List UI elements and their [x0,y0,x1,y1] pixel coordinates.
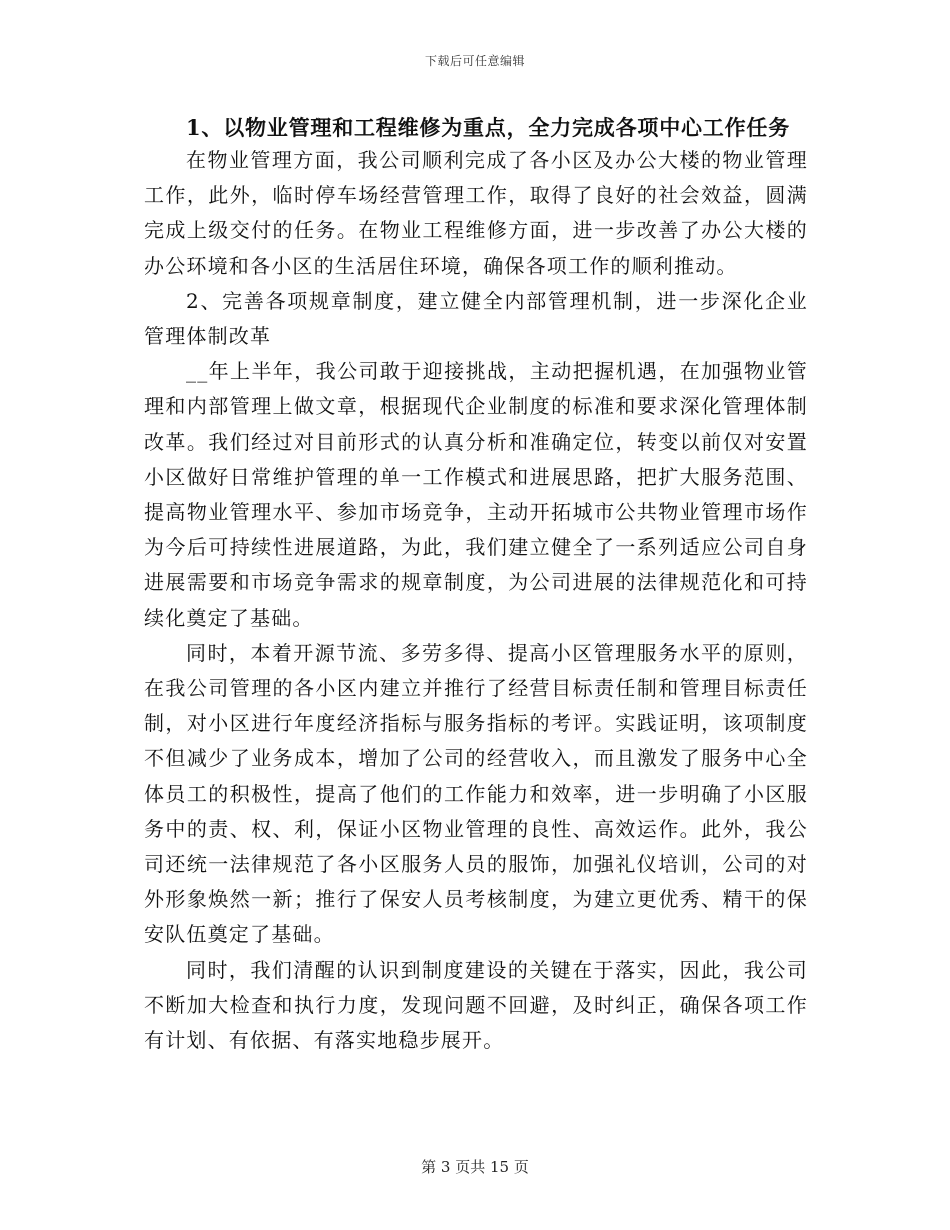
document-body [144,113,808,1058]
paragraph-subheading-regulations: 2、完善各项规章制度，建立健全内部管理机制，进一步深化企业管理体制改革 [144,288,808,349]
section-heading: 1、以物业管理和工程维修为重点，全力完成各项中心工作任务 [186,115,791,140]
paragraph-implementation: 同时，我们清醒的认识到制度建设的关键在于落实，因此，我公司不断加大检查和执行力度，发现问题不回避，及时纠正，确保各项工作有计划、有依据、有落实地稳步展开。 [144,957,808,1053]
paragraph-responsibility-system: 同时，本着开源节流、多劳多得、提高小区管理服务水平的原则，在我公司管理的各小区内建立并推行了经营目标责任制和管理目标责任制，对小区进行年度经济指标与服务指标的考评。实践证明，该项制度不但减少了业务成本，增加了公司的经营收入，而且激发了服务中心全体员工的积极性，提高了他们的工作能力和效率，进一步明确了小区服务中的责、权、利，保证小区物业管理的良性、高效运作。此外，我公司还统一法律规范了各小区服务人员的服饰，加强礼仪培训，公司的对外形象焕然一新；推行了保安人员考核制度，为建立更优秀、精干的保安队伍奠定了基础。 [144,640,808,947]
header-note: 下载后可任意编辑 [424,54,525,68]
page-number-footer: 第 3 页共 15 页 [421,1158,529,1176]
paragraph-system-reform: __年上半年，我公司敢于迎接挑战，主动把握机遇，在加强物业管理和内部管理上做文章，根据现代企业制度的标准和要求深化管理体制改革。我们经过对目前形式的认真分析和准确定位，转变以前仅对安置小区做好日常维护管理的单一工作模式和进展思路，把扩大服务范围、提高物业管理水平、参加市场竞争，主动开拓城市公共物业管理市场作为今后可持续性进展道路，为此，我们建立健全了一系列适应公司自身进展需要和市场竞争需求的规章制度，为公司进展的法律规范化和可持续化奠定了基础。 [144,359,808,630]
paragraph-property-management: 在物业管理方面，我公司顺利完成了各小区及办公大楼的物业管理工作，此外，临时停车场经营管理工作，取得了良好的社会效益，圆满完成上级交付的任务。在物业工程维修方面，进一步改善了办公大楼的办公环境和各小区的生活居住环境，确保各项工作的顺利推动。 [144,148,808,278]
